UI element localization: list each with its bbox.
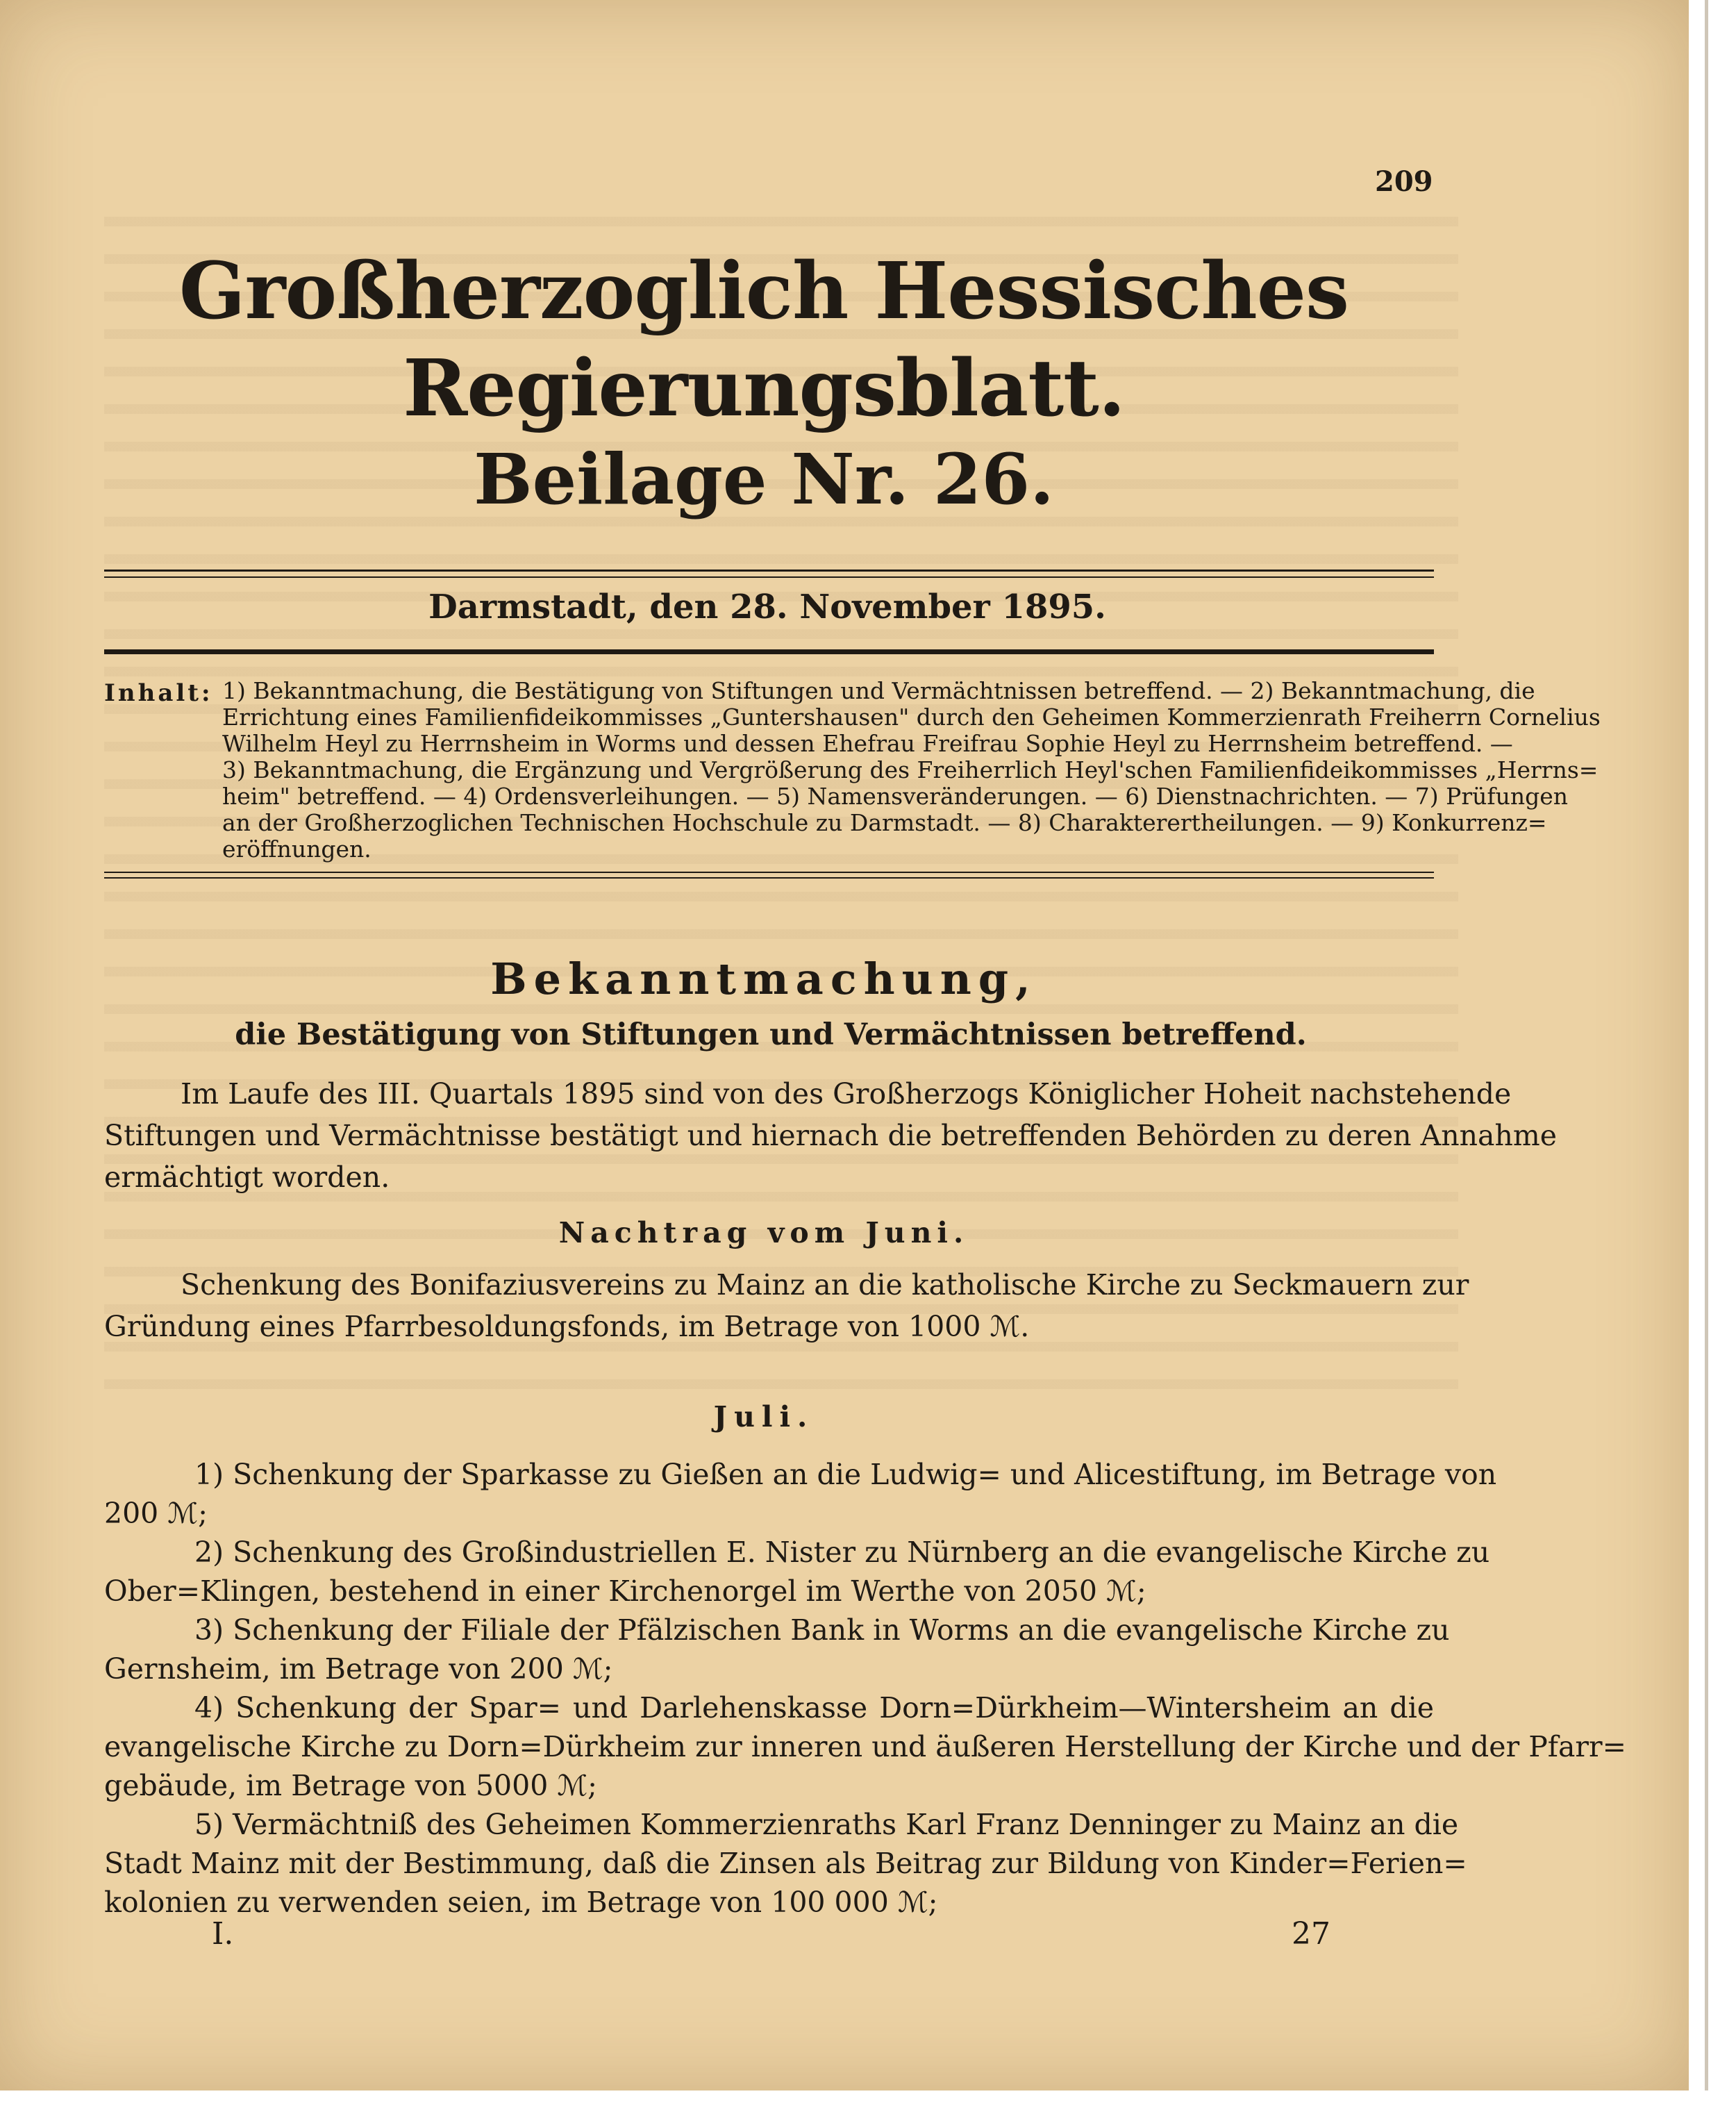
- rule-mid-2: [104, 877, 1434, 879]
- rule-top-2: [104, 576, 1434, 578]
- dateline: Darmstadt, den 28. November 1895.: [428, 588, 1106, 626]
- list-item-line: 3) Schenkung der Filiale der Pfälzischen Bank in Worms an die evangelische Kirche zu: [194, 1613, 1450, 1647]
- list-item-line: kolonien zu verwenden seien, im Betrage von 100 000 ℳ;: [104, 1886, 938, 1919]
- list-item-line: evangelische Kirche zu Dorn=Dürkheim zur inneren und äußeren Herstellung der Kirche und der Pfarr=: [104, 1730, 1626, 1763]
- paragraph-line: Im Laufe des III. Quartals 1895 sind von des Großherzogs Königlicher Hoheit nachstehende: [181, 1077, 1512, 1111]
- intro-paragraph: [104, 1073, 1558, 1198]
- signature-mark: I.: [212, 1916, 234, 1952]
- paragraph-line: Stiftungen und Vermächtnisse bestätigt und hiernach die betreffenden Behörden zu deren Annahme: [104, 1119, 1558, 1152]
- rule-top-1: [104, 570, 1434, 572]
- contents-block: [222, 677, 1601, 872]
- contents-line: Wilhelm Heyl zu Herrnsheim in Worms und dessen Ehefrau Freifrau Sophie Heyl zu Herrnsheim betreffend. —: [222, 730, 1513, 757]
- list-item-line: 2) Schenkung des Großindustriellen E. Nister zu Nürnberg an die evangelische Kirche zu: [194, 1536, 1490, 1569]
- paragraph-line: Gründung eines Pfarrbesoldungsfonds, im Betrage von 1000 ℳ.: [104, 1310, 1030, 1343]
- rule-mid-1: [104, 872, 1434, 873]
- paragraph-line: ermächtigt worden.: [104, 1161, 390, 1194]
- june-paragraph: [104, 1264, 1469, 1347]
- list-item-line: 5) Vermächtniß des Geheimen Kommerzienraths Karl Franz Denninger zu Mainz an die: [194, 1808, 1459, 1841]
- section-heading-july: Juli.: [713, 1400, 815, 1433]
- page-edge: [1705, 0, 1708, 2090]
- contents-line: eröffnungen.: [222, 836, 372, 863]
- page-number: 209: [1375, 165, 1433, 198]
- list-item-line: 200 ℳ;: [104, 1497, 208, 1530]
- july-list: [104, 1455, 1626, 1927]
- contents-line: 1) Bekanntmachung, die Bestätigung von Stiftungen und Vermächtnissen betreffend. — 2) Bekanntmachung, die: [222, 677, 1535, 704]
- notice-subtitle: die Bestätigung von Stiftungen und Vermächtnissen betreffend.: [235, 1017, 1307, 1052]
- contents-line: an der Großherzoglichen Technischen Hochschule zu Darmstadt. — 8) Charakterertheilungen. — 9) Konkurrenz=: [222, 809, 1547, 836]
- list-item-line: Ober=Klingen, bestehend in einer Kirchenorgel im Werthe von 2050 ℳ;: [104, 1574, 1146, 1608]
- notice-title: Bekanntmachung,: [490, 954, 1037, 1004]
- list-item-line: 1) Schenkung der Sparkasse zu Gießen an die Ludwig= und Alicestiftung, im Betrage von: [194, 1458, 1497, 1491]
- section-heading-june: Nachtrag vom Juni.: [558, 1216, 969, 1249]
- list-item-line: Gernsheim, im Betrage von 200 ℳ;: [104, 1652, 613, 1686]
- contents-line: heim" betreffend. — 4) Ordensverleihungen. — 5) Namensveränderungen. — 6) Dienstnachrichten. — 7) Prüfungen: [222, 783, 1569, 810]
- contents-label: Inhalt:: [104, 679, 213, 707]
- list-item-line: Stadt Mainz mit der Bestimmung, daß die Zinsen als Beitrag zur Bildung von Kinder=Ferien=: [104, 1847, 1467, 1880]
- supplement-title: Beilage Nr. 26.: [474, 438, 1054, 520]
- paragraph-line: Schenkung des Bonifaziusvereins zu Mainz an die katholische Kirche zu Seckmauern zur: [181, 1268, 1469, 1302]
- masthead: Großherzoglich Hessisches Regierungsblatt.: [178, 246, 1349, 434]
- list-item-line: 4) Schenkung der Spar= und Darlehenskasse Dorn=Dürkheim—Wintersheim an die: [194, 1691, 1434, 1724]
- sheet-number: 27: [1292, 1916, 1330, 1952]
- list-item-line: gebäude, im Betrage von 5000 ℳ;: [104, 1769, 597, 1802]
- rule-heavy: [104, 649, 1434, 654]
- contents-line: 3) Bekanntmachung, die Ergänzung und Vergrößerung des Freiherrlich Heyl'schen Familienfideikommisses „Herrns=: [222, 756, 1599, 783]
- contents-line: Errichtung eines Familienfideikommisses „Guntershausen" durch den Geheimen Kommerzienrath Freiherrn Cornelius: [222, 704, 1601, 731]
